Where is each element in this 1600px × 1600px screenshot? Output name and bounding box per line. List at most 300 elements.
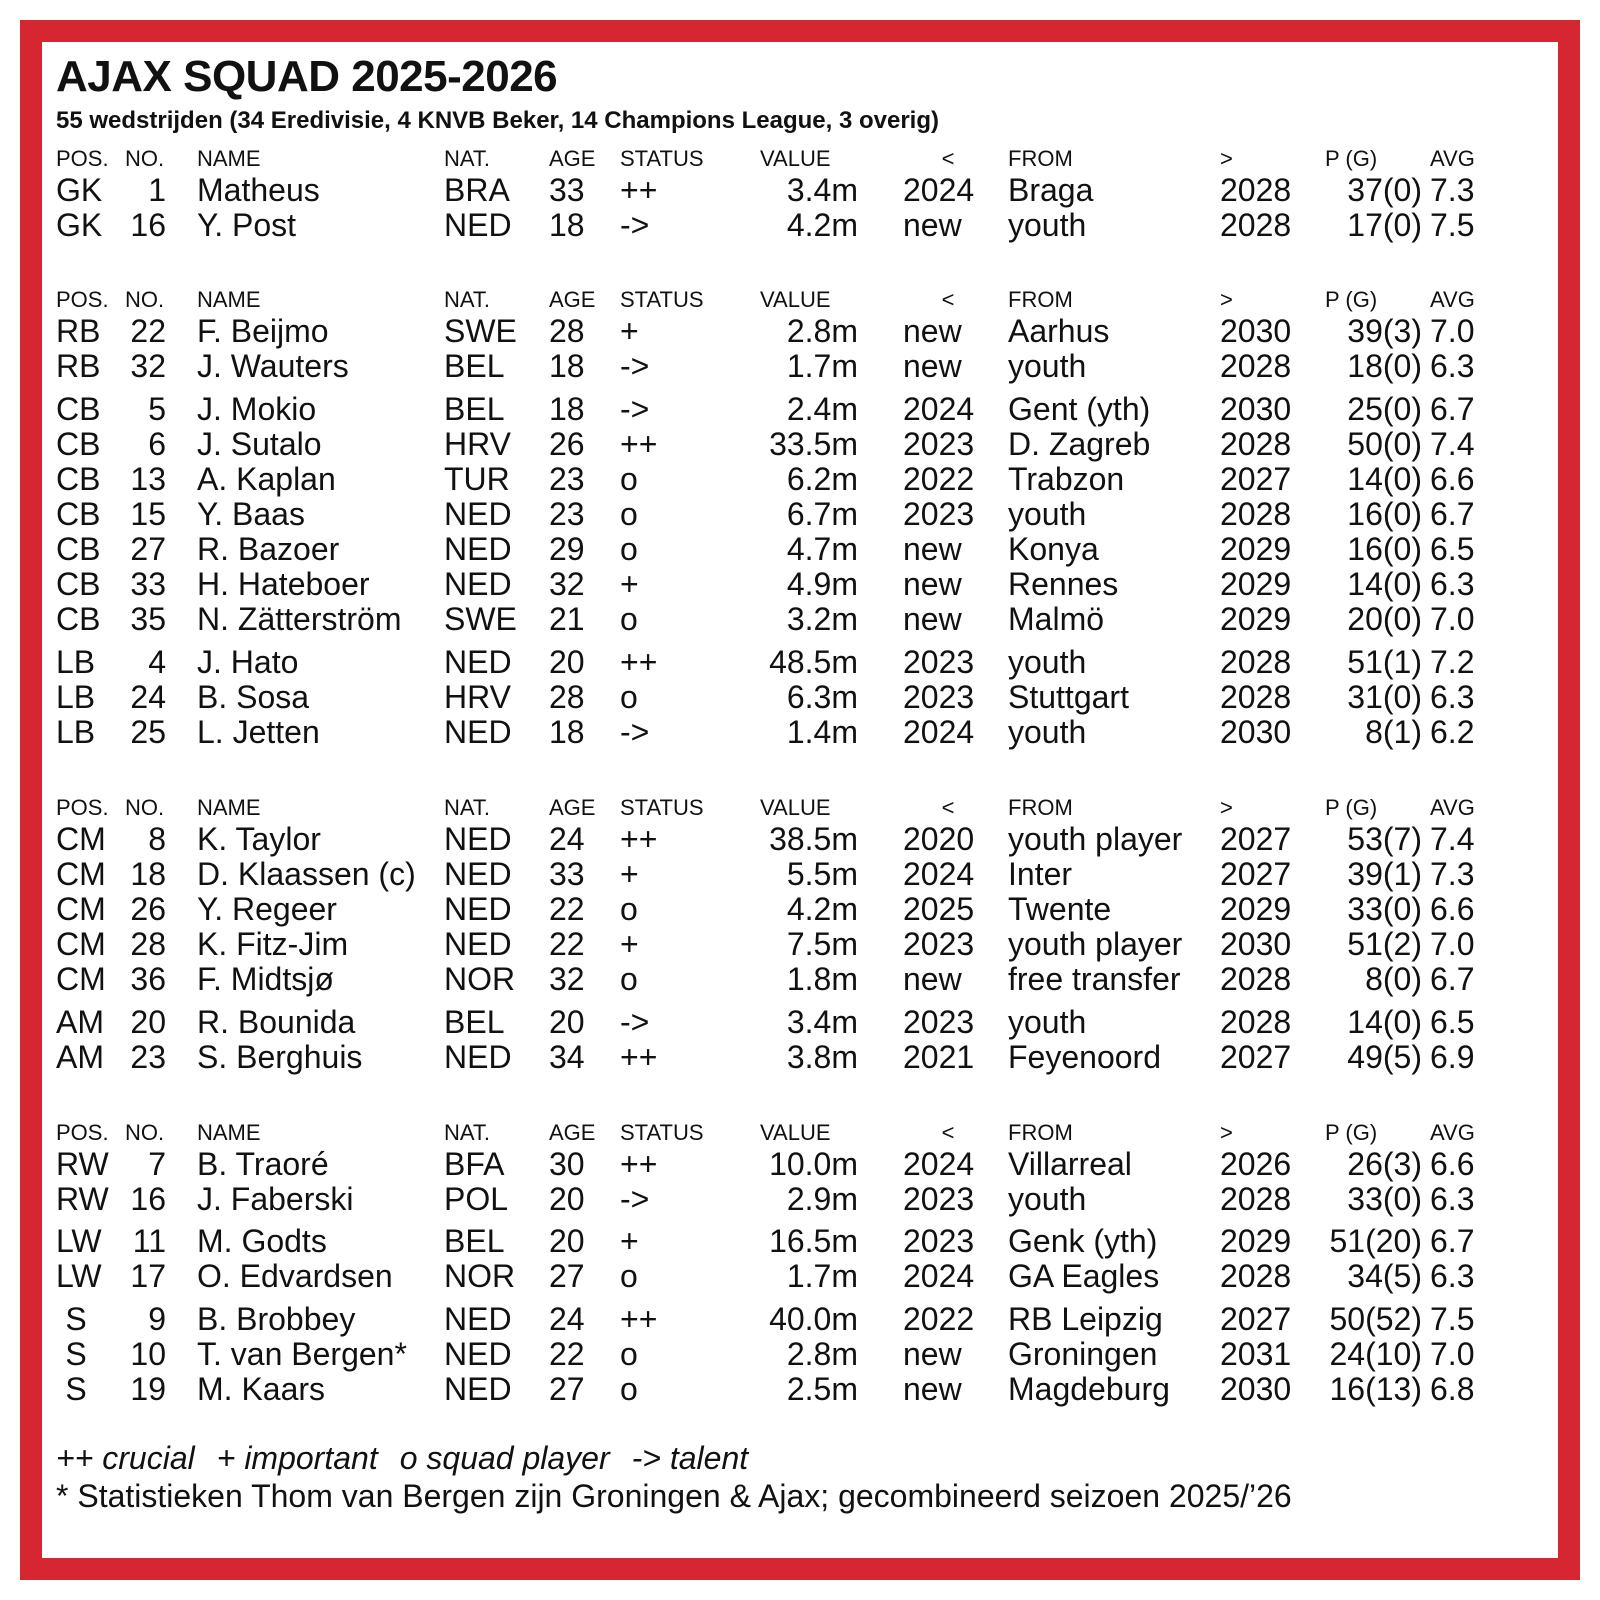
header-pg: P (G) xyxy=(1325,795,1378,820)
cell-until: 2026 xyxy=(1220,1146,1292,1182)
cell-no: 20 xyxy=(130,1004,166,1040)
cell-age: 24 xyxy=(549,1301,585,1337)
cell-pg: 31(0) xyxy=(1347,679,1422,715)
cell-since: new xyxy=(903,1371,962,1407)
cell-since: new xyxy=(903,601,962,637)
cell-since: new xyxy=(903,1336,962,1372)
cell-value: 16.5m xyxy=(769,1223,858,1259)
cell-no: 27 xyxy=(130,531,166,567)
cell-status: ++ xyxy=(620,1039,658,1075)
cell-age: 29 xyxy=(549,531,585,567)
cell-status: -> xyxy=(620,1181,650,1217)
cell-value: 4.2m xyxy=(786,207,858,243)
cell-name: F. Midtsjø xyxy=(197,961,334,997)
table-row xyxy=(0,856,1600,892)
cell-value: 6.2m xyxy=(786,461,858,497)
table-row xyxy=(0,207,1600,243)
header-value: VALUE xyxy=(760,1120,831,1145)
cell-nat: BEL xyxy=(444,1004,505,1040)
cell-nat: NED xyxy=(444,891,512,927)
cell-pos: GK xyxy=(56,207,103,243)
page-subtitle: 55 wedstrijden (34 Eredivisie, 4 KNVB Beker, 14 Champions League, 3 overig) xyxy=(56,107,939,134)
cell-value: 1.7m xyxy=(786,348,858,384)
cell-from: Aarhus xyxy=(1008,313,1110,349)
cell-since: 2025 xyxy=(903,891,975,927)
cell-age: 18 xyxy=(549,348,585,384)
cell-nat: HRV xyxy=(444,426,511,462)
cell-pos: CM xyxy=(56,926,106,962)
header-name: NAME xyxy=(197,287,261,312)
cell-nat: BFA xyxy=(444,1146,505,1182)
cell-name: K. Taylor xyxy=(197,821,321,857)
table-row xyxy=(0,821,1600,857)
cell-age: 27 xyxy=(549,1258,585,1294)
header-avg: AVG xyxy=(1430,1120,1475,1145)
cell-since: 2024 xyxy=(903,856,975,892)
cell-value: 33.5m xyxy=(769,426,858,462)
cell-value: 4.2m xyxy=(786,891,858,927)
cell-until: 2027 xyxy=(1220,1039,1292,1075)
cell-no: 26 xyxy=(130,891,166,927)
cell-no: 24 xyxy=(130,679,166,715)
cell-until: 2029 xyxy=(1220,891,1292,927)
cell-since: 2024 xyxy=(903,1258,975,1294)
cell-from: Feyenoord xyxy=(1008,1039,1161,1075)
cell-nat: NED xyxy=(444,1039,512,1075)
header-age: AGE xyxy=(549,146,596,171)
header-pos: POS. xyxy=(56,146,109,171)
cell-no: 1 xyxy=(148,172,166,208)
cell-status: o xyxy=(620,496,638,532)
cell-avg: 6.6 xyxy=(1430,1146,1475,1182)
cell-until: 2030 xyxy=(1220,313,1292,349)
cell-pos: AM xyxy=(56,1039,104,1075)
cell-since: 2024 xyxy=(903,391,975,427)
cell-name: J. Sutalo xyxy=(197,426,322,462)
cell-no: 10 xyxy=(130,1336,166,1372)
cell-avg: 6.8 xyxy=(1430,1371,1475,1407)
cell-age: 18 xyxy=(549,714,585,750)
cell-status: o xyxy=(620,679,638,715)
cell-no: 4 xyxy=(148,644,166,680)
cell-pos: RW xyxy=(56,1181,109,1217)
cell-name: J. Hato xyxy=(197,644,299,680)
table-row xyxy=(0,172,1600,208)
cell-pg: 33(0) xyxy=(1347,1181,1422,1217)
header-age: AGE xyxy=(549,287,596,312)
cell-pg: 34(5) xyxy=(1347,1258,1422,1294)
table-row xyxy=(0,426,1600,462)
header-nat: NAT. xyxy=(444,287,491,312)
cell-no: 32 xyxy=(130,348,166,384)
cell-no: 8 xyxy=(148,821,166,857)
cell-value: 1.4m xyxy=(786,714,858,750)
cell-value: 4.9m xyxy=(786,566,858,602)
cell-pos: CM xyxy=(56,961,106,997)
cell-from: free transfer xyxy=(1008,961,1181,997)
cell-nat: NED xyxy=(444,714,512,750)
cell-from: Groningen xyxy=(1008,1336,1158,1372)
cell-pos: CM xyxy=(56,821,106,857)
header-pg: P (G) xyxy=(1325,287,1378,312)
header-until: > xyxy=(1220,287,1233,312)
cell-nat: NED xyxy=(444,821,512,857)
cell-no: 11 xyxy=(132,1223,166,1259)
cell-value: 6.7m xyxy=(786,496,858,532)
cell-pos: RW xyxy=(56,1146,109,1182)
cell-no: 13 xyxy=(130,461,166,497)
cell-age: 27 xyxy=(549,1371,585,1407)
table-row xyxy=(0,926,1600,962)
cell-avg: 6.3 xyxy=(1430,1181,1475,1217)
cell-avg: 6.7 xyxy=(1430,496,1475,532)
cell-pg: 18(0) xyxy=(1347,348,1422,384)
cell-avg: 7.0 xyxy=(1430,601,1475,637)
header-no: NO. xyxy=(125,146,165,171)
cell-avg: 6.7 xyxy=(1430,391,1475,427)
cell-age: 24 xyxy=(549,821,585,857)
header-age: AGE xyxy=(549,1120,596,1145)
cell-pos: S xyxy=(65,1371,87,1407)
cell-pos: LB xyxy=(56,644,96,680)
cell-age: 33 xyxy=(549,172,585,208)
cell-value: 5.5m xyxy=(786,856,858,892)
cell-name: B. Sosa xyxy=(197,679,310,715)
cell-status: -> xyxy=(620,348,650,384)
cell-until: 2028 xyxy=(1220,172,1292,208)
cell-pg: 20(0) xyxy=(1347,601,1422,637)
cell-since: new xyxy=(903,531,962,567)
cell-pos: CB xyxy=(56,496,101,532)
cell-name: J. Faberski xyxy=(197,1181,354,1217)
cell-nat: NED xyxy=(444,1371,512,1407)
table-row xyxy=(0,714,1600,750)
cell-nat: HRV xyxy=(444,679,511,715)
cell-until: 2027 xyxy=(1220,461,1292,497)
table-row xyxy=(0,313,1600,349)
cell-avg: 7.3 xyxy=(1430,172,1475,208)
cell-until: 2029 xyxy=(1220,601,1292,637)
cell-status: + xyxy=(620,856,639,892)
cell-avg: 6.7 xyxy=(1430,961,1475,997)
cell-pg: 16(0) xyxy=(1347,531,1422,567)
cell-status: ++ xyxy=(620,821,658,857)
cell-pos: CB xyxy=(56,426,101,462)
cell-name: R. Bazoer xyxy=(197,531,340,567)
table-row xyxy=(0,601,1600,637)
cell-pg: 14(0) xyxy=(1347,566,1422,602)
cell-name: J. Mokio xyxy=(197,391,317,427)
cell-no: 25 xyxy=(130,714,166,750)
cell-status: ++ xyxy=(620,426,658,462)
cell-pos: RB xyxy=(56,348,101,384)
cell-name: L. Jetten xyxy=(197,714,320,750)
cell-name: N. Zätterström xyxy=(197,601,402,637)
table-row xyxy=(0,1371,1600,1407)
cell-since: new xyxy=(903,348,962,384)
cell-value: 2.5m xyxy=(786,1371,858,1407)
cell-from: Genk (yth) xyxy=(1008,1223,1158,1259)
header-nat: NAT. xyxy=(444,146,491,171)
cell-pos: CM xyxy=(56,856,106,892)
cell-pg: 24(10) xyxy=(1329,1336,1422,1372)
table-row xyxy=(0,679,1600,715)
cell-until: 2029 xyxy=(1220,1223,1292,1259)
cell-avg: 6.2 xyxy=(1430,714,1475,750)
cell-pos: LW xyxy=(56,1258,102,1294)
header-since: < xyxy=(941,795,955,820)
cell-avg: 6.6 xyxy=(1430,891,1475,927)
cell-age: 21 xyxy=(549,601,585,637)
cell-nat: BEL xyxy=(444,391,505,427)
header-until: > xyxy=(1220,795,1233,820)
cell-status: o xyxy=(620,1258,638,1294)
cell-pg: 14(0) xyxy=(1347,1004,1422,1040)
cell-avg: 6.3 xyxy=(1430,348,1475,384)
cell-since: 2023 xyxy=(903,1004,975,1040)
table-row xyxy=(0,891,1600,927)
cell-value: 2.8m xyxy=(786,313,858,349)
cell-no: 15 xyxy=(130,496,166,532)
cell-no: 35 xyxy=(130,601,166,637)
cell-status: + xyxy=(620,566,639,602)
table-row xyxy=(0,348,1600,384)
table-row xyxy=(0,644,1600,680)
header-until: > xyxy=(1220,146,1233,171)
cell-from: youth xyxy=(1008,207,1087,243)
cell-age: 20 xyxy=(549,1181,585,1217)
legend-item: + important xyxy=(216,1440,378,1476)
cell-pos: CB xyxy=(56,566,101,602)
cell-age: 33 xyxy=(549,856,585,892)
header-no: NO. xyxy=(125,795,165,820)
header-since: < xyxy=(941,1120,955,1145)
cell-from: youth player xyxy=(1008,926,1183,962)
cell-name: K. Fitz-Jim xyxy=(197,926,349,962)
cell-pg: 37(0) xyxy=(1347,172,1422,208)
cell-age: 23 xyxy=(549,496,585,532)
cell-nat: NED xyxy=(444,531,512,567)
header-no: NO. xyxy=(125,1120,165,1145)
cell-value: 38.5m xyxy=(769,821,858,857)
cell-name: Matheus xyxy=(197,172,320,208)
cell-since: 2023 xyxy=(903,679,975,715)
cell-until: 2028 xyxy=(1220,1004,1292,1040)
cell-nat: POL xyxy=(444,1181,509,1217)
legend-item: o squad player xyxy=(399,1440,610,1476)
cell-pos: CB xyxy=(56,531,101,567)
cell-avg: 6.9 xyxy=(1430,1039,1475,1075)
header-from: FROM xyxy=(1008,1120,1073,1145)
cell-since: 2024 xyxy=(903,172,975,208)
cell-value: 1.7m xyxy=(786,1258,858,1294)
cell-from: Braga xyxy=(1008,172,1094,208)
cell-until: 2029 xyxy=(1220,566,1292,602)
header-status: STATUS xyxy=(620,146,704,171)
cell-avg: 6.5 xyxy=(1430,531,1475,567)
cell-nat: NOR xyxy=(444,1258,516,1294)
header-value: VALUE xyxy=(760,146,831,171)
cell-no: 28 xyxy=(130,926,166,962)
cell-avg: 7.0 xyxy=(1430,1336,1475,1372)
cell-no: 22 xyxy=(130,313,166,349)
cell-since: 2023 xyxy=(903,1223,975,1259)
header-since: < xyxy=(941,146,955,171)
table-row xyxy=(0,566,1600,602)
cell-status: -> xyxy=(620,391,650,427)
cell-since: new xyxy=(903,207,962,243)
cell-pos: S xyxy=(65,1301,87,1337)
cell-from: Stuttgart xyxy=(1008,679,1129,715)
header-value: VALUE xyxy=(760,795,831,820)
cell-age: 20 xyxy=(549,644,585,680)
cell-no: 18 xyxy=(130,856,166,892)
header-no: NO. xyxy=(125,287,165,312)
table-row xyxy=(0,531,1600,567)
cell-status: o xyxy=(620,601,638,637)
cell-status: -> xyxy=(620,1004,650,1040)
cell-nat: NED xyxy=(444,1336,512,1372)
cell-value: 10.0m xyxy=(769,1146,858,1182)
cell-pg: 17(0) xyxy=(1347,207,1422,243)
page-title: AJAX SQUAD 2025-2026 xyxy=(56,52,558,101)
status-legend xyxy=(56,1440,770,1477)
cell-avg: 6.7 xyxy=(1430,1223,1475,1259)
cell-from: Rennes xyxy=(1008,566,1119,602)
cell-name: Y. Baas xyxy=(197,496,305,532)
cell-avg: 6.3 xyxy=(1430,566,1475,602)
cell-status: ++ xyxy=(620,644,658,680)
cell-pg: 51(20) xyxy=(1329,1223,1422,1259)
cell-avg: 6.5 xyxy=(1430,1004,1475,1040)
cell-since: new xyxy=(903,313,962,349)
cell-no: 16 xyxy=(130,207,166,243)
header-from: FROM xyxy=(1008,287,1073,312)
cell-name: M. Godts xyxy=(197,1223,327,1259)
header-pos: POS. xyxy=(56,287,109,312)
cell-pg: 51(2) xyxy=(1347,926,1422,962)
cell-name: F. Beijmo xyxy=(197,313,329,349)
cell-value: 6.3m xyxy=(786,679,858,715)
cell-avg: 6.3 xyxy=(1430,1258,1475,1294)
cell-until: 2029 xyxy=(1220,531,1292,567)
table-row xyxy=(0,461,1600,497)
cell-pg: 8(0) xyxy=(1365,961,1422,997)
cell-from: Villarreal xyxy=(1008,1146,1132,1182)
table-row xyxy=(0,1004,1600,1040)
cell-avg: 7.0 xyxy=(1430,313,1475,349)
cell-no: 6 xyxy=(148,426,166,462)
cell-value: 40.0m xyxy=(769,1301,858,1337)
cell-until: 2030 xyxy=(1220,1371,1292,1407)
table-row xyxy=(0,1336,1600,1372)
cell-from: youth xyxy=(1008,348,1087,384)
cell-no: 23 xyxy=(130,1039,166,1075)
cell-pg: 39(3) xyxy=(1347,313,1422,349)
cell-since: new xyxy=(903,961,962,997)
cell-until: 2028 xyxy=(1220,348,1292,384)
cell-avg: 7.4 xyxy=(1430,821,1475,857)
header-name: NAME xyxy=(197,795,261,820)
cell-age: 28 xyxy=(549,313,585,349)
header-avg: AVG xyxy=(1430,146,1475,171)
cell-status: -> xyxy=(620,714,650,750)
cell-value: 4.7m xyxy=(786,531,858,567)
cell-since: 2024 xyxy=(903,714,975,750)
cell-until: 2027 xyxy=(1220,1301,1292,1337)
cell-age: 32 xyxy=(549,961,585,997)
header-name: NAME xyxy=(197,1120,261,1145)
cell-nat: BRA xyxy=(444,172,510,208)
cell-value: 2.8m xyxy=(786,1336,858,1372)
header-from: FROM xyxy=(1008,146,1073,171)
cell-avg: 7.5 xyxy=(1430,1301,1475,1337)
cell-age: 18 xyxy=(549,207,585,243)
cell-pg: 51(1) xyxy=(1347,644,1422,680)
table-row xyxy=(0,1039,1600,1075)
table-row xyxy=(0,1146,1600,1182)
table-row xyxy=(0,496,1600,532)
cell-status: ++ xyxy=(620,1301,658,1337)
cell-since: 2021 xyxy=(903,1039,975,1075)
cell-status: ++ xyxy=(620,172,658,208)
cell-no: 36 xyxy=(130,961,166,997)
cell-name: Y. Post xyxy=(197,207,297,243)
legend-item: ++ crucial xyxy=(56,1440,195,1476)
cell-pos: S xyxy=(65,1336,87,1372)
cell-from: Malmö xyxy=(1008,601,1105,637)
cell-from: RB Leipzig xyxy=(1008,1301,1163,1337)
header-nat: NAT. xyxy=(444,1120,491,1145)
cell-pg: 16(0) xyxy=(1347,496,1422,532)
cell-avg: 7.5 xyxy=(1430,207,1475,243)
cell-nat: TUR xyxy=(444,461,510,497)
cell-no: 19 xyxy=(130,1371,166,1407)
header-status: STATUS xyxy=(620,1120,704,1145)
cell-until: 2031 xyxy=(1220,1336,1292,1372)
cell-value: 3.2m xyxy=(786,601,858,637)
cell-avg: 7.0 xyxy=(1430,926,1475,962)
cell-age: 22 xyxy=(549,926,585,962)
cell-from: youth xyxy=(1008,644,1087,680)
cell-since: new xyxy=(903,566,962,602)
cell-pos: LB xyxy=(56,679,96,715)
cell-pos: GK xyxy=(56,172,103,208)
cell-pos: LB xyxy=(56,714,96,750)
cell-no: 17 xyxy=(130,1258,166,1294)
cell-no: 33 xyxy=(130,566,166,602)
cell-avg: 7.3 xyxy=(1430,856,1475,892)
cell-since: 2023 xyxy=(903,644,975,680)
cell-status: ++ xyxy=(620,1146,658,1182)
cell-from: D. Zagreb xyxy=(1008,426,1151,462)
header-value: VALUE xyxy=(760,287,831,312)
cell-status: + xyxy=(620,926,639,962)
cell-from: Magdeburg xyxy=(1008,1371,1170,1407)
cell-nat: NED xyxy=(444,856,512,892)
cell-nat: SWE xyxy=(444,601,517,637)
header-pg: P (G) xyxy=(1325,146,1378,171)
header-avg: AVG xyxy=(1430,287,1475,312)
cell-until: 2030 xyxy=(1220,926,1292,962)
cell-since: 2023 xyxy=(903,926,975,962)
cell-value: 7.5m xyxy=(786,926,858,962)
cell-since: 2023 xyxy=(903,496,975,532)
cell-no: 9 xyxy=(148,1301,166,1337)
header-since: < xyxy=(941,287,955,312)
table-row xyxy=(0,1258,1600,1294)
cell-value: 2.9m xyxy=(786,1181,858,1217)
